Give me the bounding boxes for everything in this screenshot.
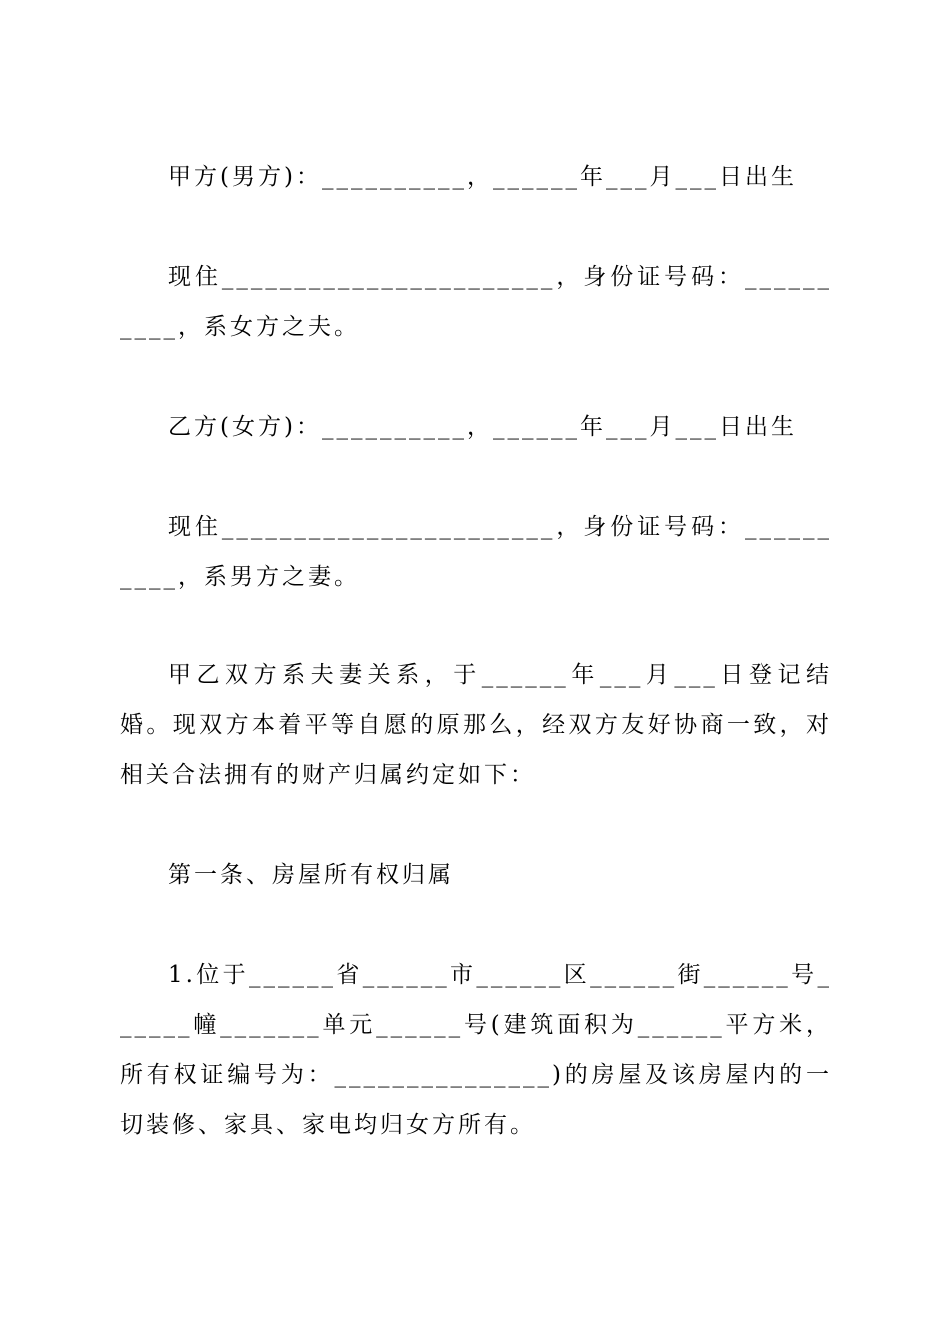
article-one-clause-1: 1.位于______省______市______区______街______号______幢_______单元______号(建筑面积为______平方米，所有权证编号为：_______________)的房屋及该房屋内的一切装修、家具、家电均归女方所有。: [120, 962, 832, 1138]
article-one-heading: 第一条、房屋所有权归属: [168, 862, 454, 888]
party-a-residence: 现住_______________________，身份证号码：__________，系女方之夫。: [120, 264, 832, 340]
party-b-residence: 现住_______________________，身份证号码：__________，系男方之妻。: [120, 514, 832, 590]
party-a-intro: 甲方(男方)：__________，______年___月___日出生: [168, 164, 797, 190]
party-b-intro: 乙方(女方)：__________，______年___月___日出生: [168, 414, 797, 440]
marriage-agreement-preamble: 甲乙双方系夫妻关系，于______年___月___日登记结婚。现双方本着平等自愿的原那么，经双方友好协商一致，对相关合法拥有的财产归属约定如下：: [120, 662, 832, 788]
